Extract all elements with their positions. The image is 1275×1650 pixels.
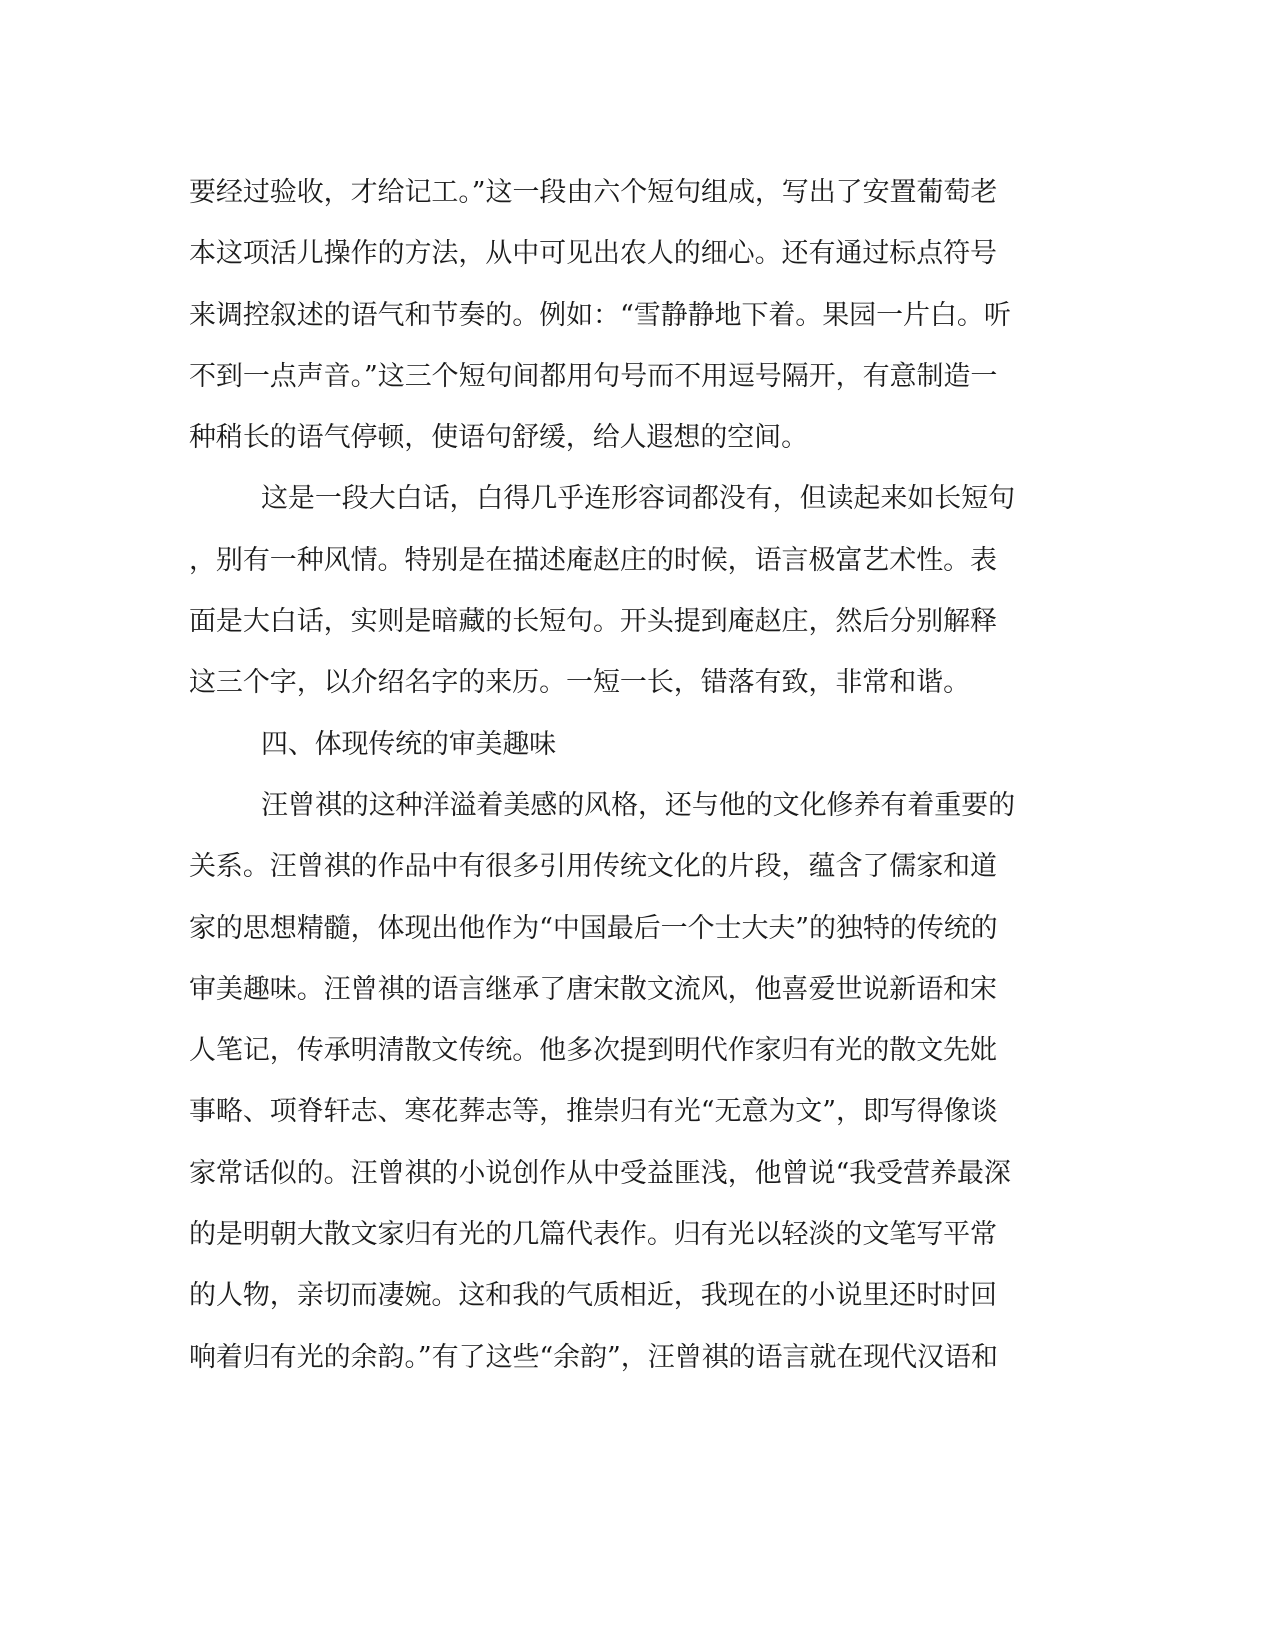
text-line: 的人物，亲切而凄婉。这和我的气质相近，我现在的小说里还时时回: [189, 1280, 997, 1312]
text-line: 来调控叙述的语气和节奏的。例如：“雪静静地下着。果园一片白。听: [189, 299, 1011, 331]
text-line: 人笔记，传承明清散文传统。他多次提到明代作家归有光的散文先妣: [189, 1035, 997, 1067]
text-line: 家常话似的。汪曾祺的小说创作从中受益匪浅，他曾说“我受营养最深: [189, 1157, 1011, 1189]
text-line: 审美趣味。汪曾祺的语言继承了唐宋散文流风，他喜爱世说新语和宋: [189, 973, 997, 1005]
text-line: 响着归有光的余韵。”有了这些“余韵”，汪曾祺的语言就在现代汉语和: [189, 1341, 998, 1373]
paragraph-first-line: 这是一段大白话，白得几乎连形容词都没有，但读起来如长短句: [261, 483, 1016, 515]
paragraph-first-line: 四、体现传统的审美趣味: [261, 728, 556, 760]
text-line: 面是大白话，实则是暗藏的长短句。开头提到庵赵庄，然后分别解释: [189, 606, 997, 638]
text-line: 的是明朝大散文家归有光的几篇代表作。归有光以轻淡的文笔写平常: [189, 1219, 997, 1251]
text-line: 不到一点声音。”这三个短句间都用句号而不用逗号隔开，有意制造一: [189, 360, 998, 392]
body-text: [189, 162, 1069, 1388]
text-line: 家的思想精髓，体现出他作为“中国最后一个士大夫”的独特的传统的: [189, 912, 998, 944]
text-line: 要经过验收，才给记工。”这一段由六个短句组成，写出了安置葡萄老: [189, 177, 998, 208]
text-line: ，别有一种风情。特别是在描述庵赵庄的时候，语言极富艺术性。表: [189, 544, 997, 576]
text-line: 事略、项脊轩志、寒花葬志等，推崇归有光“无意为文”，即写得像谈: [189, 1096, 998, 1128]
text-line: 这三个字，以介绍名字的来历。一短一长，错落有致，非常和谐。: [189, 667, 970, 699]
text-line: 本这项活儿操作的方法，从中可见出农人的细心。还有通过标点符号: [189, 238, 997, 270]
text-line: 关系。汪曾祺的作品中有很多引用传统文化的片段，蕴含了儒家和道: [189, 851, 997, 883]
paragraph-first-line: 汪曾祺的这种洋溢着美感的风格，还与他的文化修养有着重要的: [261, 789, 1016, 821]
text-line: 种稍长的语气停顿，使语句舒缓，给人遐想的空间。: [189, 422, 808, 454]
